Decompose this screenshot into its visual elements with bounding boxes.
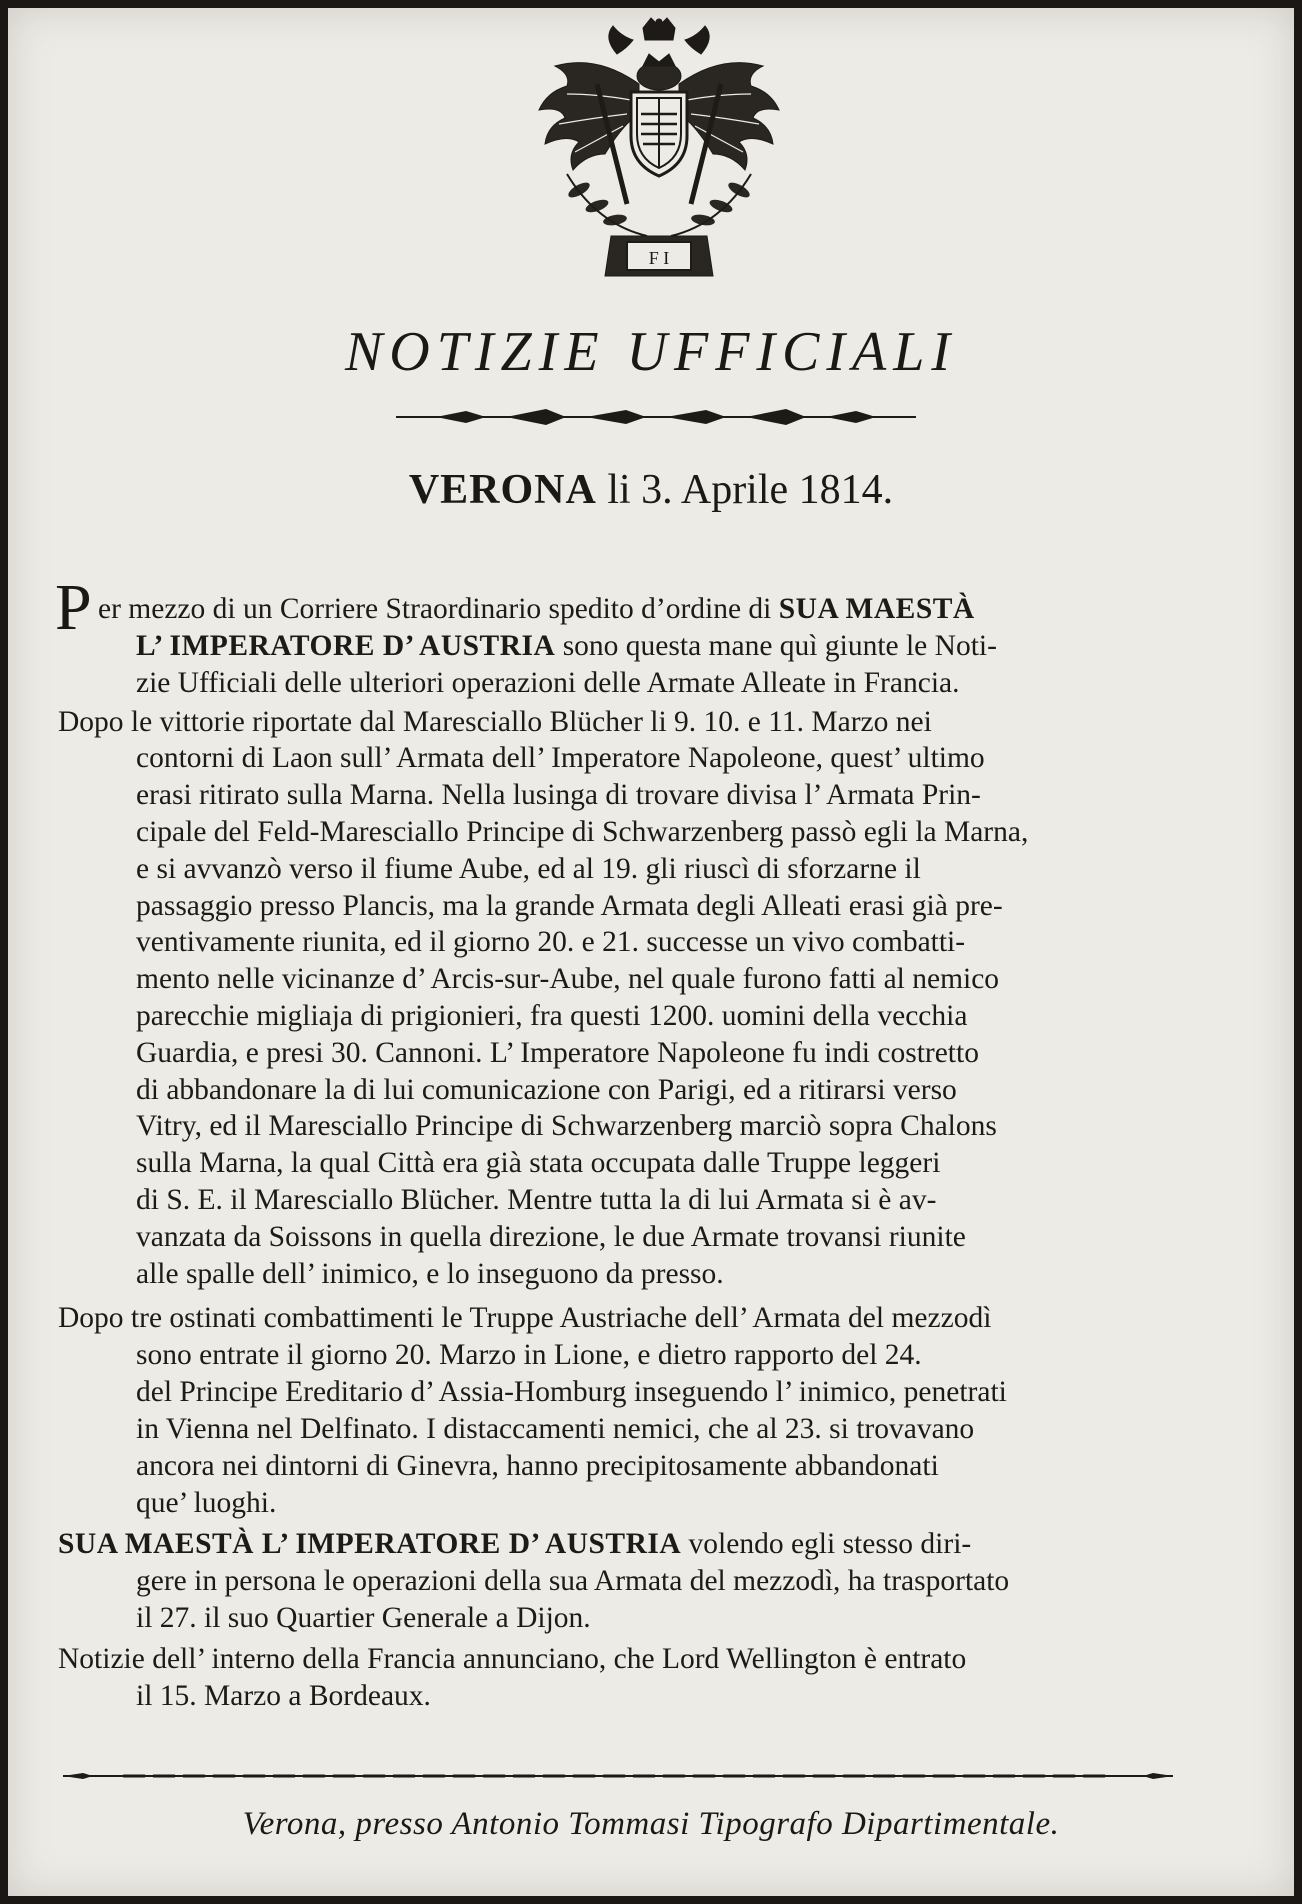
body-line: erasi ritirato sulla Marna. Nella lusinga di trovare divisa l’ Armata Prin-: [136, 779, 981, 811]
body-line: er mezzo di un Corriere Straordinario spedito d’ordine di SUA MAESTÀ: [98, 593, 975, 625]
body-line: zie Ufficiali delle ulteriori operazioni delle Armate Alleate in Francia.: [136, 667, 960, 699]
body-line: e si avvanzò verso il fiume Aube, ed al 19. gli riuscì di sforzarne il: [136, 853, 921, 885]
body-line: contorni di Laon sull’ Armata dell’ Imperatore Napoleone, quest’ ultimo: [136, 742, 985, 774]
body-line: sono entrate il giorno 20. Marzo in Lione, e dietro rapporto del 24.: [136, 1339, 922, 1371]
body-line: Dopo le vittorie riportate dal Maresciallo Blücher li 9. 10. e 11. Marzo nei: [58, 706, 932, 738]
body-line: ancora nei dintorni di Ginevra, hanno precipitosamente abbandonati: [136, 1450, 939, 1482]
body-line: il 27. il suo Quartier Generale a Dijon.: [136, 1602, 591, 1634]
body-line: gere in persona le operazioni della sua Armata del mezzodì, ha trasportato: [136, 1565, 1010, 1597]
body-line: que’ luoghi.: [136, 1487, 277, 1519]
body-line: sulla Marna, la qual Città era già stata occupata dalle Truppe leggeri: [136, 1147, 941, 1179]
body-line: L’ IMPERATORE D’ AUSTRIA sono questa mane quì giunte le Noti-: [136, 630, 997, 662]
body-line: Notizie dell’ interno della Francia annunciano, che Lord Wellington è entrato: [58, 1643, 967, 1675]
double-headed-eagle-crest-icon: [527, 14, 791, 284]
body-line: mento nelle vicinanze d’ Arcis-sur-Aube, nel quale furono fatti al nemico: [136, 963, 1000, 995]
ornamental-rule-icon: [63, 1769, 1173, 1783]
body-line: di S. E. il Maresciallo Blücher. Mentre tutta la di lui Armata si è av-: [136, 1184, 937, 1216]
body-line: parecchie migliaja di prigionieri, fra questi 1200. uomini della vecchia: [136, 1000, 968, 1032]
body-line: Vitry, ed il Maresciallo Principe di Schwarzenberg marciò sopra Chalons: [136, 1110, 997, 1142]
body-line: cipale del Feld-Maresciallo Principe di Schwarzenberg passò egli la Marna,: [136, 816, 1029, 848]
dateline-date: li 3. Aprile 1814.: [596, 467, 894, 513]
body-line: Guardia, e presi 30. Cannoni. L’ Imperatore Napoleone fu indi costretto: [136, 1037, 979, 1069]
body-line: passaggio presso Plancis, ma la grande Armata degli Alleati erasi già pre-: [136, 890, 1003, 922]
plaque-monogram: F I: [648, 248, 670, 268]
body-line: alle spalle dell’ inimico, e lo inseguono da presso.: [136, 1258, 724, 1290]
body-line: del Principe Ereditario d’ Assia-Homburg inseguendo l’ inimico, penetrati: [136, 1376, 1007, 1408]
body-line: ventivamente riunita, ed il giorno 20. e 21. successe un vivo combatti-: [136, 926, 966, 958]
drop-cap: P: [55, 571, 92, 644]
ornamental-rule-icon: [396, 406, 916, 428]
page-title: NOTIZIE UFFICIALI: [344, 321, 958, 383]
body-line: SUA MAESTÀ L’ IMPERATORE D’ AUSTRIA volendo egli stesso diri-: [58, 1528, 972, 1560]
printer-imprint: Verona, presso Antonio Tommasi Tipografo Dipartimentale.: [242, 1806, 1060, 1842]
dateline: [8, 466, 1294, 514]
body-line: vanzata da Soissons in quella direzione, le due Armate trovansi riunite: [136, 1221, 966, 1253]
broadside-page: [8, 8, 1294, 1896]
body-line: il 15. Marzo a Bordeaux.: [136, 1680, 431, 1712]
body-line: Dopo tre ostinati combattimenti le Truppe Austriache dell’ Armata del mezzodì: [58, 1302, 992, 1334]
body-line: in Vienna nel Delfinato. I distaccamenti nemici, che al 23. si trovavano: [136, 1413, 975, 1445]
body-line: di abbandonare la di lui comunicazione con Parigi, ed a ritirarsi verso: [136, 1074, 957, 1106]
dateline-place: VERONA: [408, 467, 597, 513]
